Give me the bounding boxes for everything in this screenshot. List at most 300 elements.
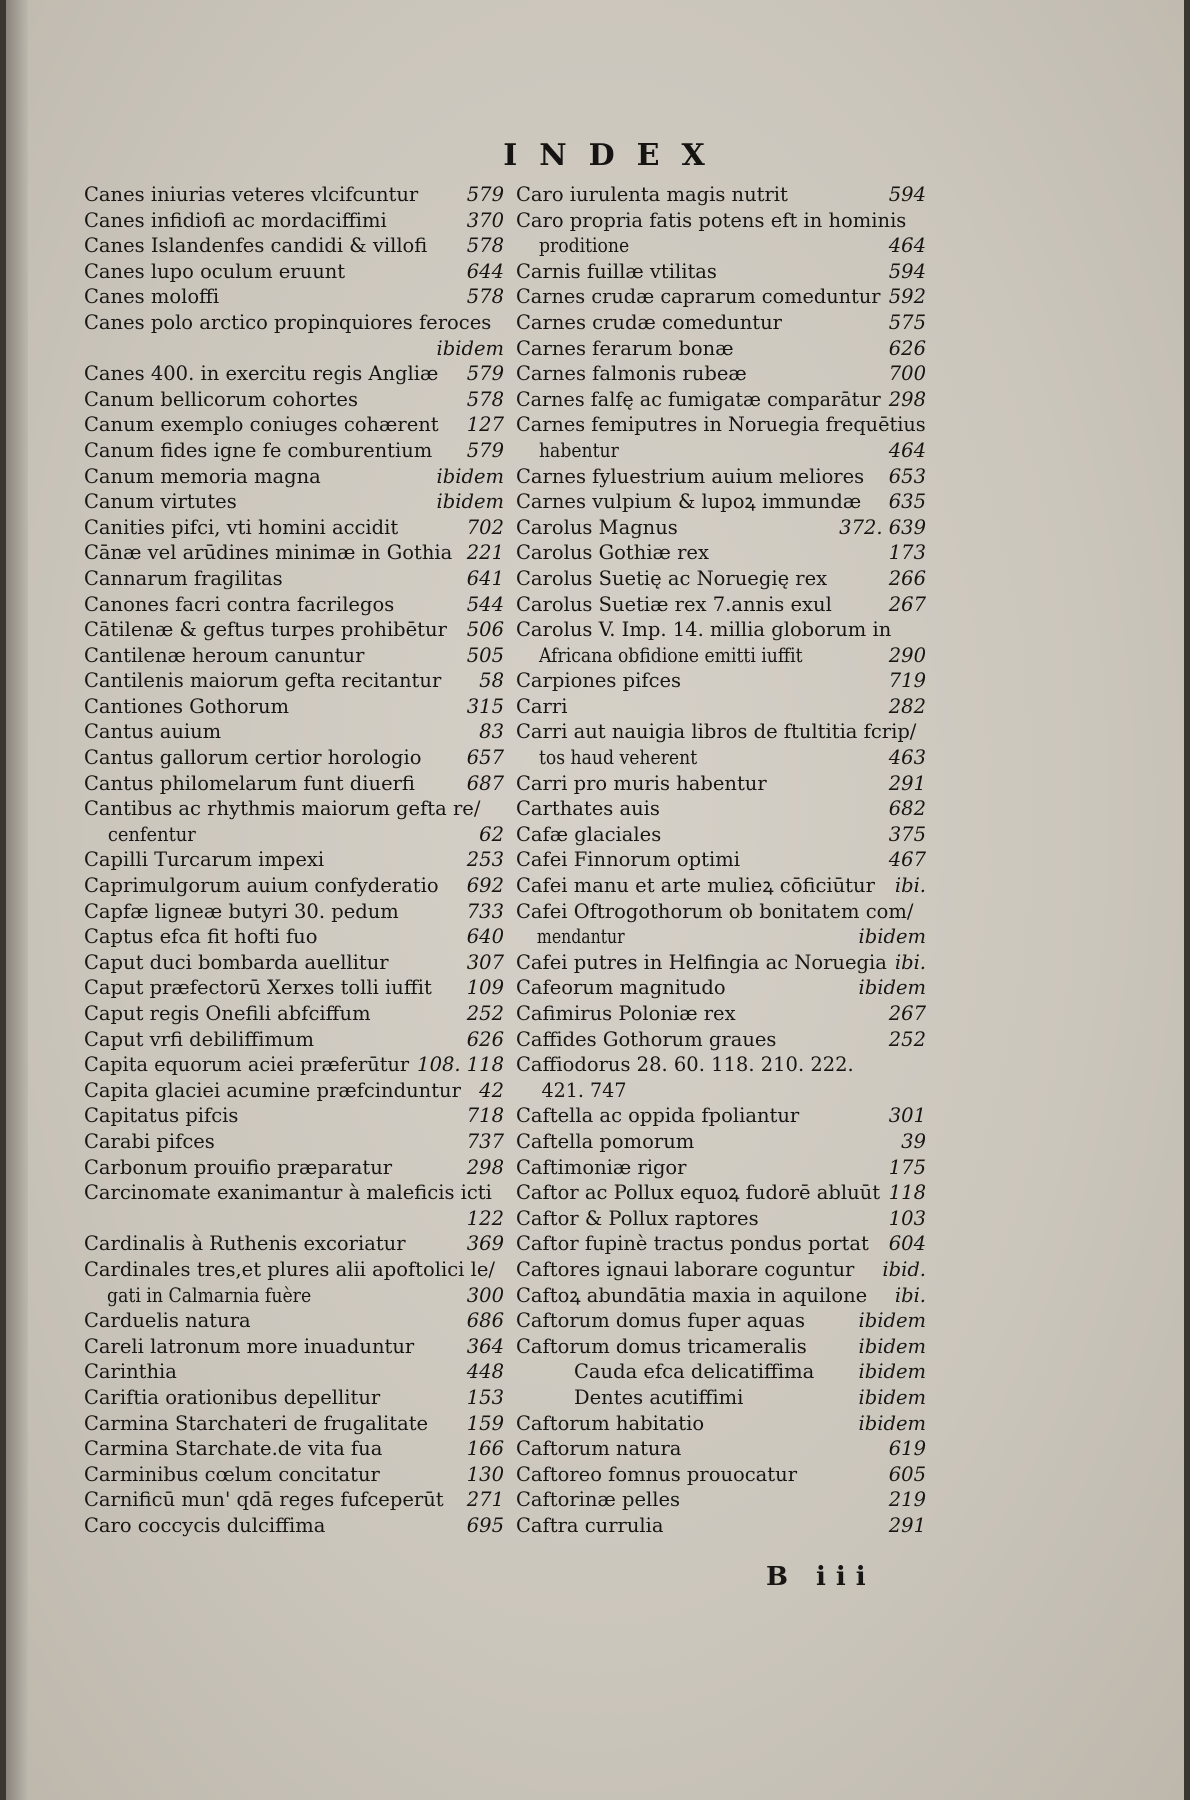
entry-page-ref: 266 bbox=[888, 566, 926, 590]
entry-continuation: cenfentur bbox=[107, 822, 196, 846]
entry-page-ref: 372. 639 bbox=[839, 515, 926, 539]
entry-page-ref: 641 bbox=[466, 566, 504, 590]
entry-text: Cariftia orationibus depellitur bbox=[84, 1385, 381, 1409]
entry-text: Caput vrfi debiliffimum bbox=[84, 1027, 315, 1051]
entry-text: Caro iurulenta magis nutrit bbox=[516, 183, 788, 206]
entry-text: Caftoꝝ abundātia maxia in aquilone bbox=[516, 1283, 868, 1307]
entry-text: Caprimulgorum auium confyderatio bbox=[84, 874, 439, 898]
entry-continuation: mendantur bbox=[536, 925, 625, 949]
index-entry bbox=[516, 1487, 926, 1513]
index-entry bbox=[84, 975, 504, 1001]
entry-page-ref: 619 bbox=[888, 1437, 926, 1461]
entry-page-ref: 173 bbox=[888, 541, 926, 565]
entry-page-ref: 464 bbox=[888, 438, 926, 462]
entry-text: Cantus gallorum certior horologio bbox=[84, 746, 422, 770]
entry-text: Cannarum fragilitas bbox=[84, 566, 283, 590]
entry-text: Canum memoria magna bbox=[84, 464, 321, 488]
entry-text: Cafei Oftrogothorum ob bonitatem com/ bbox=[516, 899, 914, 923]
entry-page-ref: 626 bbox=[888, 336, 926, 360]
entry-page-ref: 467 bbox=[888, 848, 926, 872]
entry-page-ref: 692 bbox=[466, 874, 504, 898]
index-entry bbox=[84, 1078, 504, 1104]
signature-mark bbox=[766, 1562, 876, 1592]
entry-text: Cafimirus Poloniæ rex bbox=[516, 1002, 736, 1025]
index-entry bbox=[516, 412, 926, 463]
entry-continuation: Africana obfidione emitti iuffit bbox=[538, 643, 803, 667]
index-entry bbox=[84, 924, 504, 950]
index-entry bbox=[84, 745, 504, 771]
index-entry bbox=[84, 1359, 504, 1385]
entry-text: Caftella ac oppida fpoliantur bbox=[516, 1104, 800, 1128]
entry-page-ref: 592 bbox=[888, 285, 926, 309]
index-entry bbox=[84, 1513, 504, 1539]
index-entry bbox=[516, 873, 926, 899]
entry-page-ref: ibidem bbox=[858, 1411, 926, 1435]
entry-text: Dentes acutiffimi bbox=[574, 1385, 744, 1409]
index-entry bbox=[84, 566, 504, 592]
entry-page-ref: ibidem bbox=[858, 1360, 926, 1384]
entry-continuation: gati in Calmarnia fuère bbox=[107, 1283, 312, 1307]
index-entry bbox=[84, 719, 504, 745]
index-entry bbox=[516, 1385, 926, 1411]
entry-text: Caftores ignaui laborare coguntur bbox=[516, 1257, 855, 1281]
entry-text: Carmina Starchate.de vita fua bbox=[84, 1437, 383, 1461]
entry-page-ref: 103 bbox=[888, 1206, 926, 1230]
signature-letter: B bbox=[766, 1562, 798, 1592]
index-entry bbox=[84, 1052, 504, 1078]
entry-page-ref: 375 bbox=[888, 822, 926, 846]
entry-text: Carnificū mun' qdā reges fufceperūt bbox=[84, 1488, 444, 1512]
entry-page-ref: 505 bbox=[466, 643, 504, 667]
entry-text: Carpiones pifces bbox=[516, 669, 682, 693]
index-entry bbox=[516, 208, 926, 259]
entry-page-ref: 159 bbox=[466, 1411, 504, 1435]
entry-text: Canones facri contra facrilegos bbox=[84, 592, 395, 616]
entry-page-ref: 219 bbox=[888, 1488, 926, 1512]
entry-text: Carbonum prouifio præparatur bbox=[84, 1155, 393, 1179]
entry-page-ref: 464 bbox=[888, 234, 926, 258]
entry-page-ref: 153 bbox=[466, 1385, 504, 1409]
entry-page-ref: ibidem bbox=[436, 336, 504, 360]
index-entry bbox=[516, 899, 926, 950]
index-entry bbox=[84, 796, 504, 847]
entry-page-ref: 301 bbox=[888, 1104, 926, 1128]
entry-page-ref: 267 bbox=[888, 592, 926, 616]
entry-text: Canes 400. in exercitu regis Angliæ bbox=[84, 362, 439, 386]
entry-page-ref: 130 bbox=[466, 1462, 504, 1486]
entry-text: Canes moloffi bbox=[84, 285, 220, 309]
entry-text: Carolus Suetiæ rex 7.annis exul bbox=[516, 592, 832, 616]
entry-continuation: proditione bbox=[538, 234, 630, 258]
entry-text: Canum virtutes bbox=[84, 490, 237, 514]
entry-page-ref: 267 bbox=[888, 1002, 926, 1025]
index-entry bbox=[84, 1385, 504, 1411]
entry-page-ref: 62 bbox=[479, 822, 504, 846]
entry-text: Canum exemplo coniuges cohærent bbox=[84, 413, 439, 437]
entry-text: Caftor & Pollux raptores bbox=[516, 1206, 759, 1230]
entry-page-ref: 291 bbox=[888, 771, 926, 795]
entry-text: Caftorum domus tricameralis bbox=[516, 1334, 807, 1358]
entry-text: Capita glaciei acumine præfcinduntur bbox=[84, 1078, 461, 1102]
index-entry bbox=[516, 1308, 926, 1334]
entry-text: Canum fides igne fe comburentium bbox=[84, 438, 433, 462]
entry-text: Canities pifci, vti homini accidit bbox=[84, 515, 399, 539]
index-column-right bbox=[516, 182, 926, 1538]
entry-page-ref: 737 bbox=[466, 1129, 504, 1153]
entry-text: Carri bbox=[516, 694, 568, 718]
entry-page-ref: 718 bbox=[466, 1104, 504, 1128]
index-entry bbox=[84, 438, 504, 464]
entry-page-ref: ibi. bbox=[894, 874, 926, 898]
index-entry bbox=[516, 1359, 926, 1385]
index-entry bbox=[84, 592, 504, 618]
entry-page-ref: 290 bbox=[888, 643, 926, 667]
entry-page-ref: 463 bbox=[888, 746, 926, 770]
index-entry bbox=[84, 643, 504, 669]
entry-page-ref: 252 bbox=[466, 1002, 504, 1025]
entry-text: Caftor fupinè tractus pondus portat bbox=[516, 1232, 869, 1256]
entry-page-ref: 298 bbox=[888, 387, 926, 411]
entry-text: Caput duci bombarda auellitur bbox=[84, 950, 389, 974]
index-entry bbox=[516, 489, 926, 515]
entry-page-ref: ibi. bbox=[894, 950, 926, 974]
entry-page-ref: 166 bbox=[466, 1437, 504, 1461]
index-entry bbox=[84, 182, 504, 208]
entry-page-ref: 271 bbox=[466, 1488, 504, 1512]
entry-page-ref: 307 bbox=[466, 950, 504, 974]
index-entry bbox=[84, 668, 504, 694]
index-entry bbox=[84, 515, 504, 541]
entry-text: Capita equorum aciei præferūtur bbox=[84, 1053, 410, 1077]
entry-page-ref: 686 bbox=[466, 1309, 504, 1333]
index-entry bbox=[84, 208, 504, 234]
entry-text: Caput præfectorū Xerxes tolli iuffit bbox=[84, 976, 432, 1000]
index-entry bbox=[84, 1129, 504, 1155]
index-entry bbox=[516, 540, 926, 566]
index-entry bbox=[84, 1027, 504, 1053]
entry-text: Carnes crudæ comeduntur bbox=[516, 310, 782, 334]
index-entry bbox=[516, 1283, 926, 1309]
entry-page-ref: 594 bbox=[888, 183, 926, 206]
index-entry bbox=[84, 771, 504, 797]
entry-text: Caftra currulia bbox=[516, 1513, 664, 1537]
entry-text: Cantus auium bbox=[84, 720, 222, 744]
entry-text: Caro propria fatis potens eft in hominis bbox=[516, 208, 907, 232]
index-entry bbox=[84, 412, 504, 438]
entry-text: Cantus philomelarum funt diuerfi bbox=[84, 771, 415, 795]
entry-page-ref: 579 bbox=[466, 438, 504, 462]
entry-text: Cauda efca delicatiffima bbox=[574, 1360, 815, 1384]
entry-text: Carolus V. Imp. 14. millia globorum in bbox=[516, 618, 892, 642]
index-entry bbox=[84, 464, 504, 490]
entry-text: Caftimoniæ rigor bbox=[516, 1155, 687, 1179]
entry-text: Cānæ vel arūdines minimæ in Gothia bbox=[84, 541, 453, 565]
index-entry bbox=[84, 1487, 504, 1513]
entry-page-ref: 640 bbox=[466, 925, 504, 949]
entry-page-ref: ibidem bbox=[858, 925, 926, 949]
index-entry bbox=[516, 1103, 926, 1129]
entry-page-ref: 39 bbox=[901, 1129, 926, 1153]
index-entry bbox=[516, 310, 926, 336]
index-entry bbox=[516, 1206, 926, 1232]
index-entry bbox=[516, 361, 926, 387]
index-entry bbox=[84, 489, 504, 515]
entry-text: Cantibus ac rhythmis maiorum gefta re/ bbox=[84, 797, 481, 821]
index-entry bbox=[84, 259, 504, 285]
entry-page-ref: 298 bbox=[466, 1155, 504, 1179]
entry-text: Canes lupo oculum eruunt bbox=[84, 259, 346, 283]
entry-page-ref: 579 bbox=[466, 183, 504, 206]
entry-page-ref: 687 bbox=[466, 771, 504, 795]
entry-page-ref: 682 bbox=[888, 797, 926, 821]
entry-page-ref: 58 bbox=[479, 669, 504, 693]
index-column-left bbox=[84, 182, 504, 1538]
index-entry bbox=[84, 1257, 504, 1308]
entry-text: Caffiodorus 28. 60. 118. 210. 222. bbox=[516, 1053, 854, 1077]
entry-text: Cantilenis maiorum gefta recitantur bbox=[84, 669, 442, 693]
entry-text: Capilli Turcarum impexi bbox=[84, 848, 325, 872]
entry-text: Carolus Suetię ac Noruegię rex bbox=[516, 566, 828, 590]
entry-text: Carcinomate exanimantur à maleficis icti bbox=[84, 1181, 492, 1205]
entry-page-ref: ibidem bbox=[858, 1309, 926, 1333]
book-page bbox=[6, 0, 1184, 1800]
index-entry bbox=[84, 1231, 504, 1257]
index-entry bbox=[516, 822, 926, 848]
index-entry bbox=[516, 1436, 926, 1462]
entry-text: Caftorum domus fuper aquas bbox=[516, 1309, 806, 1333]
index-entry bbox=[84, 847, 504, 873]
index-entry bbox=[516, 182, 926, 208]
entry-page-ref: 579 bbox=[466, 362, 504, 386]
index-entry bbox=[84, 617, 504, 643]
entry-text: Caftella pomorum bbox=[516, 1129, 695, 1153]
entry-text: Canes polo arctico propinquiores feroces bbox=[84, 310, 492, 334]
index-entry bbox=[84, 899, 504, 925]
entry-text: Caput regis Onefili abfciffum bbox=[84, 1002, 371, 1025]
index-entry bbox=[516, 975, 926, 1001]
entry-page-ref: 282 bbox=[888, 694, 926, 718]
page-gutter bbox=[6, 0, 28, 1800]
index-entry bbox=[84, 361, 504, 387]
entry-page-ref: ibid. bbox=[882, 1257, 926, 1281]
entry-text: Caftorinæ pelles bbox=[516, 1488, 681, 1512]
entry-page-ref: ibidem bbox=[858, 1385, 926, 1409]
entry-page-ref: 578 bbox=[466, 387, 504, 411]
entry-text: Carnes falmonis rubeæ bbox=[516, 362, 747, 386]
index-entry bbox=[84, 1411, 504, 1437]
entry-text: Canes iniurias veteres vlcifcuntur bbox=[84, 183, 419, 206]
entry-text: Cardinalis à Ruthenis excoriatur bbox=[84, 1232, 406, 1256]
entry-page-ref: 127 bbox=[466, 413, 504, 437]
entry-page-ref: 315 bbox=[466, 694, 504, 718]
entry-page-ref: 604 bbox=[888, 1232, 926, 1256]
entry-page-ref: 253 bbox=[466, 848, 504, 872]
entry-page-ref: 42 bbox=[479, 1078, 504, 1102]
entry-text: Carthates auis bbox=[516, 797, 660, 821]
index-entry bbox=[84, 233, 504, 259]
entry-page-ref: 370 bbox=[466, 208, 504, 232]
entry-text: Carnes falfę ac fumigatæ comparātur bbox=[516, 387, 881, 411]
entry-page-ref: 626 bbox=[466, 1027, 504, 1051]
entry-page-ref: 506 bbox=[466, 618, 504, 642]
entry-text: Carolus Gothiæ rex bbox=[516, 541, 709, 565]
entry-continuation: 421. 747 bbox=[541, 1078, 627, 1102]
entry-page-ref: 695 bbox=[466, 1513, 504, 1537]
index-entry bbox=[84, 1308, 504, 1334]
entry-text: Caftorum habitatio bbox=[516, 1411, 705, 1435]
index-entry bbox=[516, 566, 926, 592]
signature-numeral: iii bbox=[815, 1562, 876, 1592]
entry-text: Cafei Finnorum optimi bbox=[516, 848, 740, 872]
entry-page-ref: 700 bbox=[888, 362, 926, 386]
index-entry bbox=[516, 515, 926, 541]
entry-text: Carnes vulpium & lupoꝝ immundæ bbox=[516, 490, 862, 514]
entry-page-ref: 644 bbox=[466, 259, 504, 283]
entry-text: Canes Islandenfes candidi & villofi bbox=[84, 234, 428, 258]
entry-continuation: habentur bbox=[538, 438, 619, 462]
entry-page-ref: ibidem bbox=[436, 464, 504, 488]
entry-text: Carinthia bbox=[84, 1360, 177, 1384]
index-entry bbox=[516, 719, 926, 770]
entry-page-ref: 300 bbox=[466, 1283, 504, 1307]
entry-page-ref: 719 bbox=[888, 669, 926, 693]
index-entry bbox=[84, 1334, 504, 1360]
index-entry bbox=[84, 1155, 504, 1181]
entry-page-ref: 578 bbox=[466, 234, 504, 258]
entry-text: Caftorum natura bbox=[516, 1437, 682, 1461]
entry-page-ref: 122 bbox=[466, 1206, 504, 1230]
index-entry bbox=[516, 1180, 926, 1206]
index-entry bbox=[516, 1052, 926, 1103]
index-entry bbox=[516, 771, 926, 797]
entry-text: Cātilenæ & geftus turpes prohibētur bbox=[84, 618, 447, 642]
index-entry bbox=[516, 694, 926, 720]
entry-page-ref: 594 bbox=[888, 259, 926, 283]
entry-page-ref: 575 bbox=[888, 310, 926, 334]
index-entry bbox=[516, 847, 926, 873]
entry-text: Carnes crudæ caprarum comeduntur bbox=[516, 285, 881, 309]
entry-page-ref: ibidem bbox=[858, 1334, 926, 1358]
page-title: INDEX bbox=[503, 138, 727, 173]
index-entry bbox=[84, 1001, 504, 1027]
entry-text: Cantiones Gothorum bbox=[84, 694, 290, 718]
index-entry bbox=[516, 464, 926, 490]
entry-page-ref: ibi. bbox=[894, 1283, 926, 1307]
entry-text: Carabi pifces bbox=[84, 1129, 215, 1153]
index-entry bbox=[84, 1462, 504, 1488]
index-entry bbox=[84, 540, 504, 566]
index-entry bbox=[84, 1103, 504, 1129]
entry-text: Carri aut nauigia libros de ftultitia fcrip/ bbox=[516, 720, 917, 744]
entry-text: Carnis fuillæ vtilitas bbox=[516, 259, 717, 283]
entry-text: Cafæ glaciales bbox=[516, 822, 662, 846]
entry-text: Cafei manu et arte mulieꝝ cōficiūtur bbox=[516, 874, 875, 898]
entry-text: Capitatus pifcis bbox=[84, 1104, 239, 1128]
entry-page-ref: 653 bbox=[888, 464, 926, 488]
entry-page-ref: 83 bbox=[479, 720, 504, 744]
entry-text: Cantilenæ heroum canuntur bbox=[84, 643, 365, 667]
entry-text: Canes infidiofi ac mordaciffimi bbox=[84, 208, 387, 232]
index-entry bbox=[516, 1231, 926, 1257]
entry-text: Caro coccycis dulciffima bbox=[84, 1513, 326, 1537]
entry-text: Caffides Gothorum graues bbox=[516, 1027, 777, 1051]
entry-text: Carnes ferarum bonæ bbox=[516, 336, 734, 360]
index-entry bbox=[516, 796, 926, 822]
entry-text: Carminibus cœlum concitatur bbox=[84, 1462, 380, 1486]
index-entry bbox=[516, 1334, 926, 1360]
index-entry bbox=[516, 1129, 926, 1155]
index-entry bbox=[516, 592, 926, 618]
index-entry bbox=[516, 950, 926, 976]
entry-page-ref: 221 bbox=[466, 541, 504, 565]
entry-page-ref: 544 bbox=[466, 592, 504, 616]
index-entry bbox=[516, 668, 926, 694]
index-entry bbox=[84, 387, 504, 413]
entry-page-ref: 448 bbox=[466, 1360, 504, 1384]
entry-text: Caftor ac Pollux equoꝝ fudorē abluūt bbox=[516, 1181, 881, 1205]
index-entry bbox=[84, 310, 504, 361]
entry-continuation: tos haud veherent bbox=[538, 746, 698, 770]
entry-text: Carmina Starchateri de frugalitate bbox=[84, 1411, 429, 1435]
index-entry bbox=[516, 1027, 926, 1053]
entry-text: Cafei putres in Helfingia ac Noruegia bbox=[516, 950, 887, 974]
entry-text: Cafeorum magnitudo bbox=[516, 976, 726, 1000]
entry-text: Carolus Magnus bbox=[516, 515, 678, 539]
entry-text: Cardinales tres,et plures alii apoftolici le/ bbox=[84, 1257, 495, 1281]
entry-page-ref: 702 bbox=[466, 515, 504, 539]
index-entry bbox=[516, 1513, 926, 1539]
index-entry bbox=[516, 336, 926, 362]
entry-page-ref: ibidem bbox=[436, 490, 504, 514]
entry-text: Careli latronum more inuaduntur bbox=[84, 1334, 415, 1358]
entry-page-ref: 291 bbox=[888, 1513, 926, 1537]
entry-page-ref: 108. 118 bbox=[417, 1053, 504, 1077]
index-entry bbox=[516, 259, 926, 285]
entry-text: Carduelis natura bbox=[84, 1309, 251, 1333]
entry-text: Capfæ ligneæ butyri 30. pedum bbox=[84, 899, 399, 923]
entry-page-ref: 175 bbox=[888, 1155, 926, 1179]
entry-page-ref: 605 bbox=[888, 1462, 926, 1486]
entry-text: Carnes femiputres in Noruegia frequētius bbox=[516, 413, 926, 437]
entry-page-ref: 635 bbox=[888, 490, 926, 514]
index-entry bbox=[516, 1001, 926, 1027]
index-entry bbox=[516, 1462, 926, 1488]
index-entry bbox=[84, 1180, 504, 1231]
entry-text: Carri pro muris habentur bbox=[516, 771, 767, 795]
entry-page-ref: 109 bbox=[466, 976, 504, 1000]
entry-page-ref: 733 bbox=[466, 899, 504, 923]
index-entry bbox=[516, 284, 926, 310]
entry-page-ref: 369 bbox=[466, 1232, 504, 1256]
entry-page-ref: 578 bbox=[466, 285, 504, 309]
entry-text: Caftoreo fomnus prouocatur bbox=[516, 1462, 798, 1486]
index-entry bbox=[84, 950, 504, 976]
index-entry bbox=[84, 284, 504, 310]
entry-text: Captus efca fit hofti fuo bbox=[84, 925, 318, 949]
index-entry bbox=[516, 617, 926, 668]
index-entry bbox=[84, 694, 504, 720]
entry-page-ref: ibidem bbox=[858, 976, 926, 1000]
index-entry bbox=[84, 1436, 504, 1462]
entry-page-ref: 364 bbox=[466, 1334, 504, 1358]
index-entry bbox=[84, 873, 504, 899]
entry-page-ref: 118 bbox=[888, 1181, 926, 1205]
entry-page-ref: 657 bbox=[466, 746, 504, 770]
index-entry bbox=[516, 387, 926, 413]
entry-text: Canum bellicorum cohortes bbox=[84, 387, 358, 411]
entry-text: Carnes fyluestrium auium meliores bbox=[516, 464, 865, 488]
index-entry bbox=[516, 1411, 926, 1437]
